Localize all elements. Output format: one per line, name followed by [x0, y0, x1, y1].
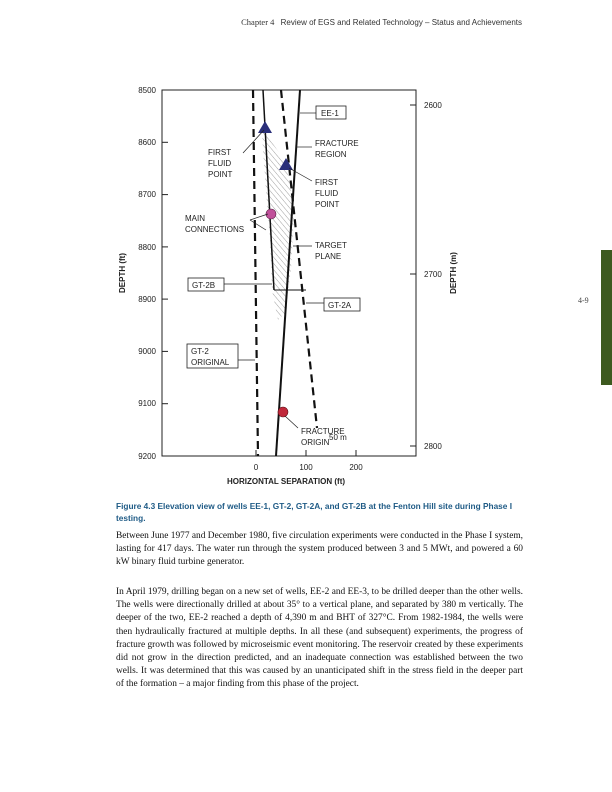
- left-tick-label: 9200: [138, 452, 156, 461]
- left-axis-title: DEPTH (ft): [118, 253, 127, 293]
- left-tick-label: 8700: [138, 190, 156, 199]
- label-first-fluid-point-left-3: POINT: [208, 170, 233, 179]
- label-main-connections-2: CONNECTIONS: [185, 225, 245, 234]
- right-tick-label: 2800: [424, 442, 442, 451]
- right-axis: [410, 101, 442, 451]
- x-axis-title: HORIZONTAL SEPARATION (ft): [226, 477, 346, 486]
- figure-caption: Figure 4.3 Elevation view of wells EE-1, GT-2, GT-2A, and GT-2B at the Fenton Hill site during Phase I testing.: [116, 501, 513, 523]
- label-main-connections-1: MAIN: [185, 214, 205, 223]
- first-fluid-point-marker: [258, 121, 272, 133]
- right-tick-label: 2600: [424, 101, 442, 110]
- paragraph: In April 1979, drilling began on a new set of wells, EE-2 and EE-3, to be drilled deeper than the other wells. The wells were directionally drilled at about 35° to a vertical plane, and separated by 380 m vertically. The deeper of the two, EE-2 reached a depth of 4,390 m and BHT of 327°C. From 1982-1984, the wells were then hydraulically fractured at multiple depths. In all these (and subsequent) experiments, the progress of fracture growth was followed by microseismic event monitoring. The reservoir created by these experiments did not grow in the direction predicted, and an inadequate connection was established between the two wells. It was determined that this was caused by an unanticipated shift in the stress field in the deeper part of the formation – a major finding from this phase of the project.: [116, 587, 523, 690]
- page-number: 4-9: [578, 296, 589, 305]
- x-tick-label: 0: [253, 463, 259, 472]
- left-tick-label: 9100: [138, 399, 156, 408]
- label-gt2-original-1: GT-2: [191, 347, 209, 356]
- label-ee1: EE-1: [321, 109, 339, 118]
- left-tick-label: 8900: [138, 295, 156, 304]
- label-first-fluid-point-right-2: FLUID: [315, 189, 339, 198]
- x-tick-label: 200: [349, 463, 363, 472]
- paragraph: Between June 1977 and December 1980, five circulation experiments were conducted in the Phase I system, lasting for 417 days. The water run through the system produced between 3 and 5 MWt, and powered a 60 kW binary fluid turbine generator.: [116, 531, 523, 568]
- x-axis: [254, 450, 363, 472]
- left-tick-label: 9000: [138, 347, 156, 356]
- label-first-fluid-point-left-2: FLUID: [208, 159, 232, 168]
- right-tick-label: 2700: [424, 270, 442, 279]
- label-target-plane-2: PLANE: [315, 252, 342, 261]
- label-fracture-origin-1: FRACTURE: [301, 427, 345, 436]
- x-tick-label: 100: [299, 463, 313, 472]
- label-first-fluid-point-left-1: FIRST: [208, 148, 232, 157]
- label-fracture-origin-2: ORIGIN: [301, 438, 330, 447]
- label-first-fluid-point-right-1: FIRST: [315, 178, 339, 187]
- left-tick-label: 8600: [138, 138, 156, 147]
- left-axis: [138, 86, 168, 461]
- label-gt2-original-2: ORIGINAL: [191, 358, 230, 367]
- label-gt2b: GT-2B: [192, 281, 216, 290]
- chapter-label: Chapter 4: [241, 17, 275, 27]
- scale-label: 50 m: [329, 433, 347, 442]
- label-gt2a: GT-2A: [328, 301, 352, 310]
- label-fracture-region-1: FRACTURE: [315, 139, 359, 148]
- right-axis-title: DEPTH (m): [449, 252, 458, 294]
- fracture-origin-marker: [278, 407, 288, 417]
- well-gt2-original: [253, 90, 258, 456]
- left-tick-label: 8500: [138, 86, 156, 95]
- label-fracture-region-2: REGION: [315, 150, 347, 159]
- label-first-fluid-point-right-3: POINT: [315, 200, 340, 209]
- chapter-title: Review of EGS and Related Technology – Status and Achievements: [280, 18, 522, 27]
- left-tick-label: 8800: [138, 243, 156, 252]
- label-target-plane-1: TARGET: [315, 241, 347, 250]
